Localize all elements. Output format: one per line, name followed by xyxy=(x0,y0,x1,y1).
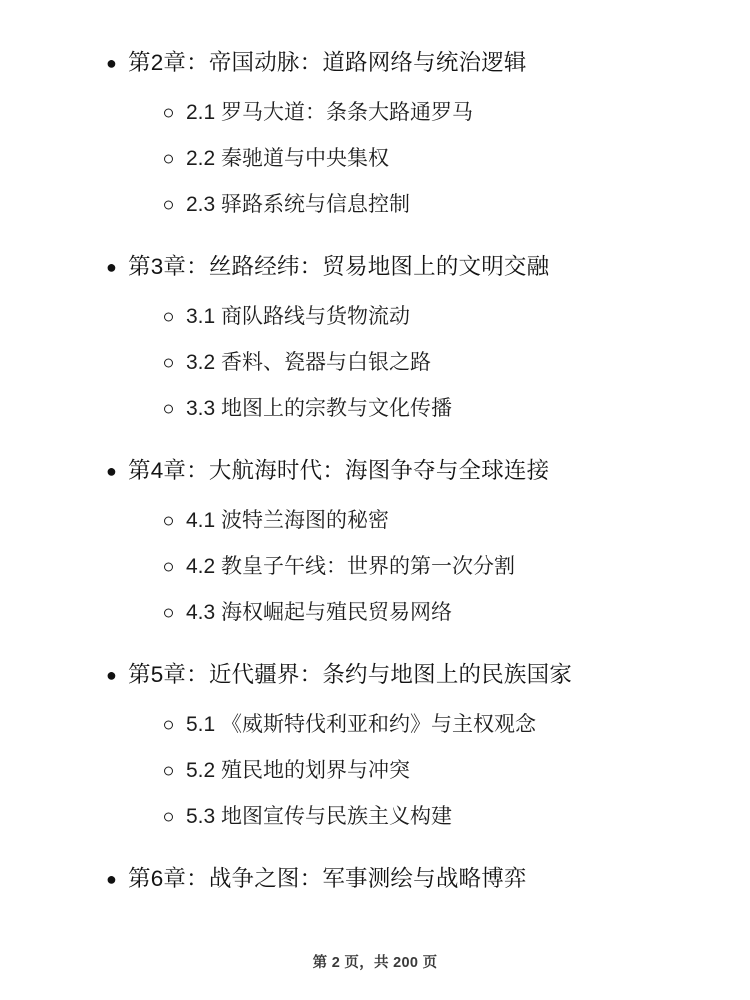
chapter-title: 第2章：帝国动脉：道路网络与统治逻辑 xyxy=(128,50,527,75)
section-title: 3.2 香料、瓷器与白银之路 xyxy=(186,351,432,374)
chapter-sections xyxy=(60,90,690,228)
circle-bullet-icon xyxy=(164,563,173,572)
disc-bullet-icon: ● xyxy=(106,665,118,685)
chapter-title: 第5章：近代疆界：条约与地图上的民族国家 xyxy=(128,662,573,687)
section-title: 5.1 《威斯特伐利亚和约》与主权观念 xyxy=(186,713,537,736)
circle-bullet-icon xyxy=(164,767,173,776)
circle-bullet-icon xyxy=(164,359,173,368)
section-title: 4.3 海权崛起与殖民贸易网络 xyxy=(186,601,453,624)
toc-chapter xyxy=(60,44,690,228)
chapter-heading[interactable] xyxy=(60,656,690,694)
disc-bullet-icon: ● xyxy=(106,257,118,277)
toc-section[interactable] xyxy=(60,90,690,136)
toc-section[interactable] xyxy=(60,702,690,748)
page-footer xyxy=(0,951,750,972)
section-title: 2.1 罗马大道：条条大路通罗马 xyxy=(186,101,474,124)
circle-bullet-icon xyxy=(164,609,173,618)
circle-bullet-icon xyxy=(164,313,173,322)
chapter-title: 第4章：大航海时代：海图争夺与全球连接 xyxy=(128,458,550,483)
page-number-label: 第 2 页，共 200 页 xyxy=(312,955,438,971)
section-title: 2.2 秦驰道与中央集权 xyxy=(186,147,390,170)
circle-bullet-icon xyxy=(164,109,173,118)
toc-section[interactable] xyxy=(60,340,690,386)
chapter-heading[interactable] xyxy=(60,452,690,490)
circle-bullet-icon xyxy=(164,517,173,526)
section-title: 5.2 殖民地的划界与冲突 xyxy=(186,759,411,782)
toc-section[interactable] xyxy=(60,544,690,590)
chapter-sections xyxy=(60,498,690,636)
circle-bullet-icon xyxy=(164,721,173,730)
section-title: 2.3 驿路系统与信息控制 xyxy=(186,193,411,216)
toc-section[interactable] xyxy=(60,294,690,340)
toc-section[interactable] xyxy=(60,748,690,794)
circle-bullet-icon xyxy=(164,405,173,414)
disc-bullet-icon: ● xyxy=(106,53,118,73)
circle-bullet-icon xyxy=(164,813,173,822)
circle-bullet-icon xyxy=(164,201,173,210)
toc-section[interactable] xyxy=(60,182,690,228)
circle-bullet-icon xyxy=(164,155,173,164)
toc-chapter xyxy=(60,860,690,898)
chapter-heading[interactable] xyxy=(60,44,690,82)
chapter-sections xyxy=(60,702,690,840)
disc-bullet-icon: ● xyxy=(106,869,118,889)
section-title: 3.3 地图上的宗教与文化传播 xyxy=(186,397,453,420)
table-of-contents xyxy=(60,44,690,898)
chapter-sections xyxy=(60,294,690,432)
section-title: 4.1 波特兰海图的秘密 xyxy=(186,509,390,532)
chapter-title: 第6章：战争之图：军事测绘与战略博弈 xyxy=(128,866,527,891)
chapter-title: 第3章：丝路经纬：贸易地图上的文明交融 xyxy=(128,254,550,279)
chapter-heading[interactable] xyxy=(60,860,690,898)
toc-chapter xyxy=(60,248,690,432)
toc-chapter xyxy=(60,452,690,636)
toc-chapter xyxy=(60,656,690,840)
toc-section[interactable] xyxy=(60,590,690,636)
toc-section[interactable] xyxy=(60,794,690,840)
toc-section[interactable] xyxy=(60,136,690,182)
section-title: 4.2 教皇子午线：世界的第一次分割 xyxy=(186,555,516,578)
section-title: 3.1 商队路线与货物流动 xyxy=(186,305,411,328)
chapter-heading[interactable] xyxy=(60,248,690,286)
disc-bullet-icon: ● xyxy=(106,461,118,481)
section-title: 5.3 地图宣传与民族主义构建 xyxy=(186,805,453,828)
toc-section[interactable] xyxy=(60,498,690,544)
toc-section[interactable] xyxy=(60,386,690,432)
